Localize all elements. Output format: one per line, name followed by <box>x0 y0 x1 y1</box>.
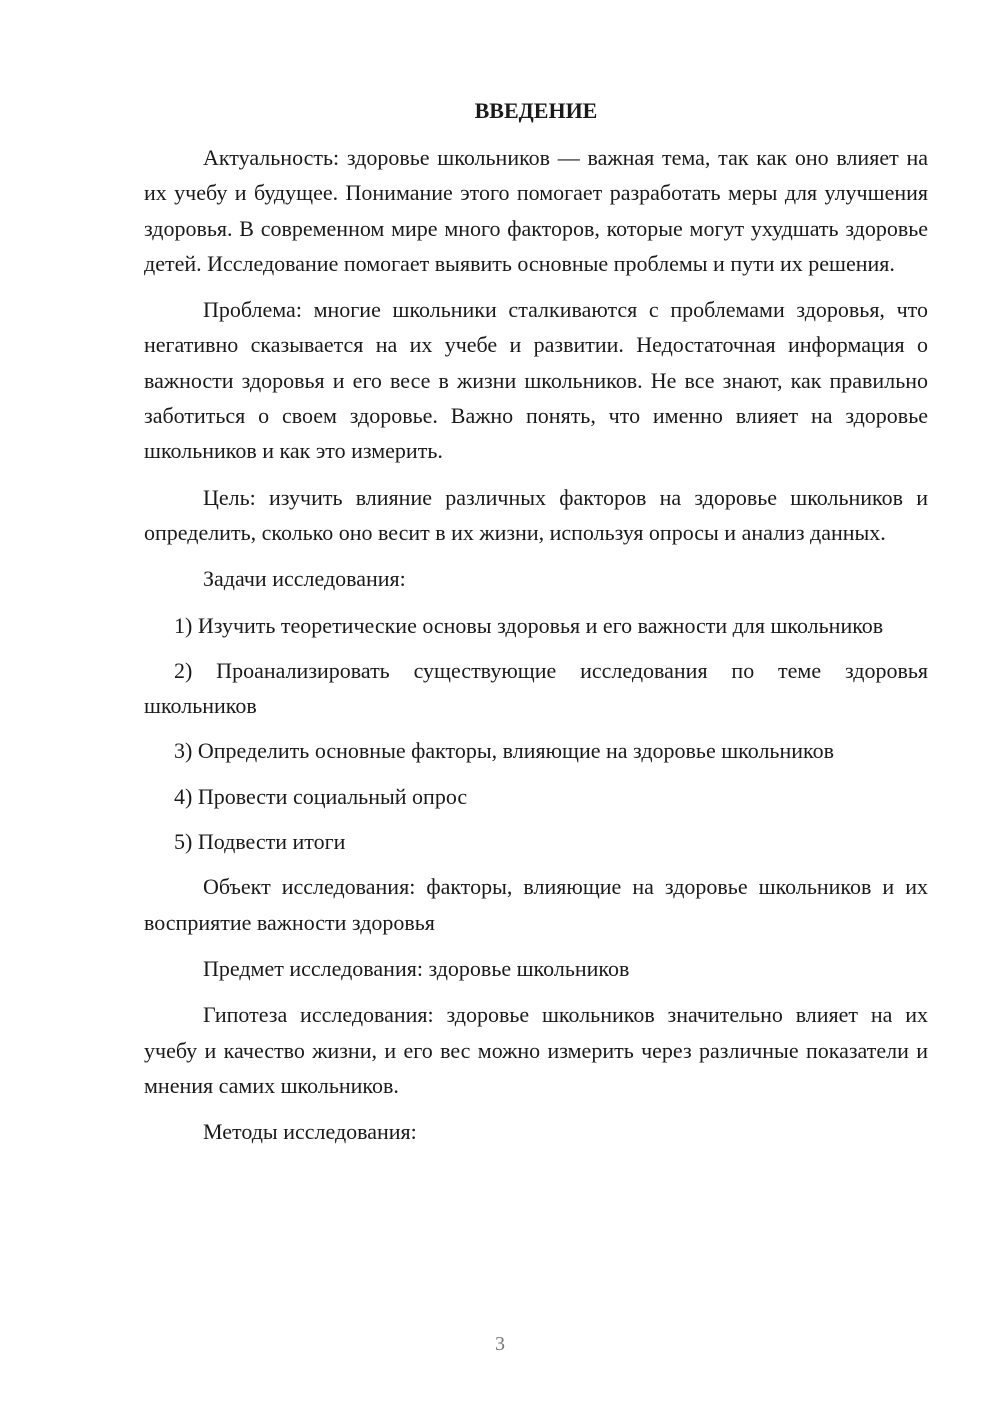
task-item: 3) Определить основные факторы, влияющие на здоровье школьников <box>174 738 834 764</box>
relevance-paragraph: Актуальность: здоровье школьников — важная тема, так как оно влияет на их учебу и будущее. Понимание этого помогает разработать меры для улучшения здоровья. В современном мире много факторов, которые могут ухудшать здоровье детей. Исследование помогает выявить основные проблемы и пути их решения. <box>144 145 928 276</box>
object-paragraph: Объект исследования: факторы, влияющие на здоровье школьников и их восприятие важности здоровья <box>144 874 928 935</box>
goal-paragraph: Цель: изучить влияние различных факторов на здоровье школьников и определить, сколько оно весит в их жизни, используя опросы и анализ данных. <box>144 484 928 545</box>
task-item: 2) Проанализировать существующие исследования по теме здоровья школьников <box>144 657 928 719</box>
task-item: 5) Подвести итоги <box>174 829 346 855</box>
problem-paragraph: Проблема: многие школьники сталкиваются с проблемами здоровья, что негативно сказывается на их учебе и развитии. Недостаточная информация о важности здоровья и его весе в жизни школьников. Не все знают, как правильно заботиться о своем здоровье. Важно понять, что именно влияет на здоровье школьников и как это измерить. <box>144 297 928 464</box>
hypothesis-paragraph: Гипотеза исследования: здоровье школьников значительно влияет на их учебу и качество жизни, и его вес можно измерить через различные показатели и мнения самих школьников. <box>144 1002 928 1098</box>
tasks-heading: Задачи исследования: <box>203 566 406 592</box>
subject-paragraph: Предмет исследования: здоровье школьников <box>203 955 630 981</box>
methods-heading: Методы исследования: <box>203 1119 417 1145</box>
page-number: 3 <box>495 1333 505 1355</box>
task-item: 4) Провести социальный опрос <box>174 783 468 809</box>
task-item: 1) Изучить теоретические основы здоровья и его важности для школьников <box>174 612 884 638</box>
section-title: ВВЕДЕНИЕ <box>474 98 598 123</box>
page-content <box>144 96 928 1160</box>
